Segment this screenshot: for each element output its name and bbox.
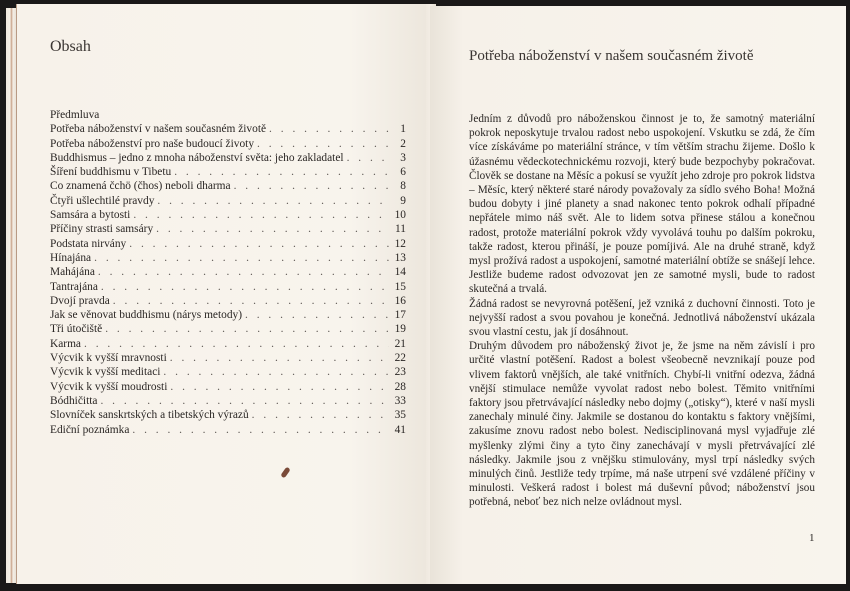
- toc-entry-label: Potřeba náboženství v našem současném životě: [50, 123, 267, 136]
- toc-dot-leader: [133, 208, 389, 222]
- toc-entry-page: 6: [400, 166, 406, 179]
- toc-entry-label: Buddhismus – jedno z mnoha náboženství světa: jeho zakladatel: [50, 151, 344, 164]
- toc-entry: [50, 294, 406, 308]
- paragraph: Jedním z důvodů pro náboženskou činnost je to, že samotný materiální pokrok neposkytuje trvalou radost nebo uspokojení. Vskutku se zdá, že čím více získáváme po materiální stránce, v tím větším strachu žijeme. Došlo k úžasnému vědeckotechnickému rozvoji, který bude bezpochyby pokračovat. Člověk se dostane na Měsíc a pokusí se využít jeho zdroje pro pokrok lidstva – Měsíc, který některé staré národy považovaly za sídlo svého Boha! Možná budou dobyty i jiné planety a snad nakonec tento pokrok odhalí případné nepřátele mimo náš svět. Ale to lidem sotva přinese stálou a konečnou radost, protože materiální pokrok vždy vyvolává touhu po dalším pokroku, takže radost, kterou přináší, je pouze pomíjivá. Ale na druhé straně, když mysl prožívá radost a uspokojení, samotné materiální obtíže se snášejí lehce. Jestliže budeme radost odvozovat jen ze samotné mysli, bude to radost skutečná a trvalá.: [469, 113, 815, 296]
- toc-dot-leader: [94, 251, 389, 265]
- toc-entry: [50, 108, 406, 122]
- toc-dot-leader: [234, 179, 389, 193]
- toc-dot-leader: [269, 122, 389, 136]
- toc-entry: [50, 208, 406, 222]
- toc-entry: [50, 251, 406, 265]
- toc-entry-page: 33: [394, 394, 406, 407]
- toc-entry-label: Výcvik k vyšší moudrosti: [50, 380, 168, 393]
- toc-entry-label: Výcvik k vyšší meditaci: [50, 366, 161, 379]
- toc-entry-page: 35: [394, 409, 406, 422]
- toc-entry: [50, 423, 406, 437]
- toc-dot-leader: [245, 308, 389, 322]
- toc-entry: [50, 179, 406, 193]
- toc-entry: [50, 308, 406, 322]
- toc-dot-leader: [174, 165, 389, 179]
- toc-entry: [50, 322, 406, 336]
- toc-entry-page: 11: [395, 223, 406, 236]
- toc-entry-label: Samsára a bytosti: [50, 209, 131, 222]
- toc-dot-leader: [347, 151, 389, 165]
- toc-entry-label: Co znamená čchö (čhos) neboli dharma: [50, 180, 231, 193]
- toc-entry-label: Hínajána: [50, 251, 92, 264]
- toc-entry: [50, 351, 406, 365]
- toc-dot-leader: [132, 423, 389, 437]
- toc-dot-leader: [170, 380, 389, 394]
- toc-dot-leader: [252, 408, 389, 422]
- toc-entry-page: 17: [394, 309, 406, 322]
- toc-entry-page: 3: [400, 151, 406, 164]
- toc-dot-leader: [156, 222, 389, 236]
- toc-dot-leader: [129, 237, 389, 251]
- chapter-body: [469, 112, 815, 510]
- toc-entry-page: 21: [394, 337, 406, 350]
- toc-dot-leader: [101, 280, 389, 294]
- toc-entry-page: 13: [394, 251, 406, 264]
- toc-entry: [50, 365, 406, 379]
- toc-entry-label: Výcvik k vyšší mravnosti: [50, 352, 167, 365]
- page-edges: [6, 8, 16, 583]
- toc-entry-page: 19: [394, 323, 406, 336]
- toc-entry-label: Mahájána: [50, 266, 95, 279]
- toc-entry-page: 15: [394, 280, 406, 293]
- toc-entry-page: 8: [400, 180, 406, 193]
- table-of-contents: [50, 108, 406, 437]
- toc-entry-page: 2: [400, 137, 406, 150]
- toc-entry-page: 9: [400, 194, 406, 207]
- toc-dot-leader: [257, 137, 389, 151]
- toc-entry-page: 22: [394, 352, 406, 365]
- toc-entry: [50, 137, 406, 151]
- toc-entry-page: 14: [394, 266, 406, 279]
- toc-dot-leader: [157, 194, 389, 208]
- toc-entry-label: Příčiny strasti samsáry: [50, 223, 154, 236]
- toc-entry-page: 28: [394, 380, 406, 393]
- toc-entry: [50, 122, 406, 136]
- toc-dot-leader: [163, 365, 389, 379]
- toc-dot-leader: [105, 322, 389, 336]
- toc-entry-label: Potřeba náboženství pro naše budoucí životy: [50, 137, 255, 150]
- toc-entry: [50, 194, 406, 208]
- toc-entry-label: Ediční poznámka: [50, 423, 130, 436]
- toc-dot-leader: [170, 351, 389, 365]
- toc-entry-label: Slovníček sanskrtských a tibetských výrazů: [50, 409, 249, 422]
- toc-entry: [50, 280, 406, 294]
- toc-entry: [50, 237, 406, 251]
- toc-dot-leader: [113, 294, 389, 308]
- right-page: [430, 6, 846, 584]
- toc-entry-label: Dvojí pravda: [50, 294, 110, 307]
- toc-entry: [50, 394, 406, 408]
- toc-entry-label: Tantrajána: [50, 280, 98, 293]
- toc-entry-label: Bódhičitta: [50, 394, 98, 407]
- chapter-title: Potřeba náboženství v našem současném životě: [469, 48, 754, 64]
- left-page: [16, 4, 431, 584]
- page-number: 1: [809, 532, 815, 544]
- toc-entry-label: Karma: [50, 337, 81, 350]
- toc-entry: [50, 337, 406, 351]
- toc-title: Obsah: [50, 38, 91, 55]
- toc-entry-label: Podstata nirvány: [50, 237, 127, 250]
- ink-smudge: [280, 467, 290, 479]
- toc-entry: [50, 151, 406, 165]
- paragraph: Žádná radost se nevyrovná potěšení, jež vzniká z duchovní činnosti. Toto je nejvyšší radost a svou povahou je konečná. Jednotlivá náboženství ukázala svou vlastní cestu, jak jí dosáhnout.: [469, 297, 815, 339]
- toc-entry-page: 41: [394, 423, 406, 436]
- toc-entry: [50, 165, 406, 179]
- toc-entry-label: Čtyři ušlechtilé pravdy: [50, 194, 155, 207]
- toc-entry: [50, 408, 406, 422]
- toc-entry: [50, 222, 406, 236]
- paragraph: Druhým důvodem pro náboženský život je, že jsme na něm závislí i pro určité vlastní potěšení. Radost a bolest všeobecně nevznikají pouze pod vlivem faktorů vnějších, ale také vnitřních. Chybí-li vnitřní odezva, žádná vnější stimulace nemůže vyvolat radost nebo bolest. Těmito vnitřními faktory jsou přetrvávající následky nebo dojmy („otisky“), které v naší mysli zanechaly minulé činy. Jakmile se dostanou do kontaktu s faktory vnějšími, zakusíme znovu radost nebo bolest. Nedisciplinovaná mysl vyjadřuje zlé myšlenky zlými činy a tyto činy zanechávají v mysli přetrvávající zlé následky. Jakmile jsou z vnějšku stimulovány, mysl trpí následky svých minulých činů. Jestliže tedy trpíme, má naše utrpení své vzdálené příčiny v minulosti. Veškerá radost i bolest má duševní původ; náboženství jsou potřebná, neboť bez nich nelze ovládnout mysl.: [469, 340, 815, 509]
- toc-entry-label: Šíření buddhismu v Tibetu: [50, 166, 172, 179]
- toc-entry-label: Tři útočiště: [50, 323, 103, 336]
- toc-dot-leader: [100, 394, 389, 408]
- toc-dot-leader: [84, 337, 389, 351]
- toc-entry-page: 1: [400, 123, 406, 136]
- toc-entry-page: 10: [394, 209, 406, 222]
- toc-entry-page: 23: [394, 366, 406, 379]
- toc-entry-label: Jak se věnovat buddhismu (nárys metody): [50, 309, 243, 322]
- toc-entry: [50, 265, 406, 279]
- toc-entry-page: 16: [394, 294, 406, 307]
- toc-dot-leader: [98, 265, 389, 279]
- toc-entry-page: 12: [394, 237, 406, 250]
- toc-entry-label: Předmluva: [50, 109, 100, 121]
- toc-entry: [50, 380, 406, 394]
